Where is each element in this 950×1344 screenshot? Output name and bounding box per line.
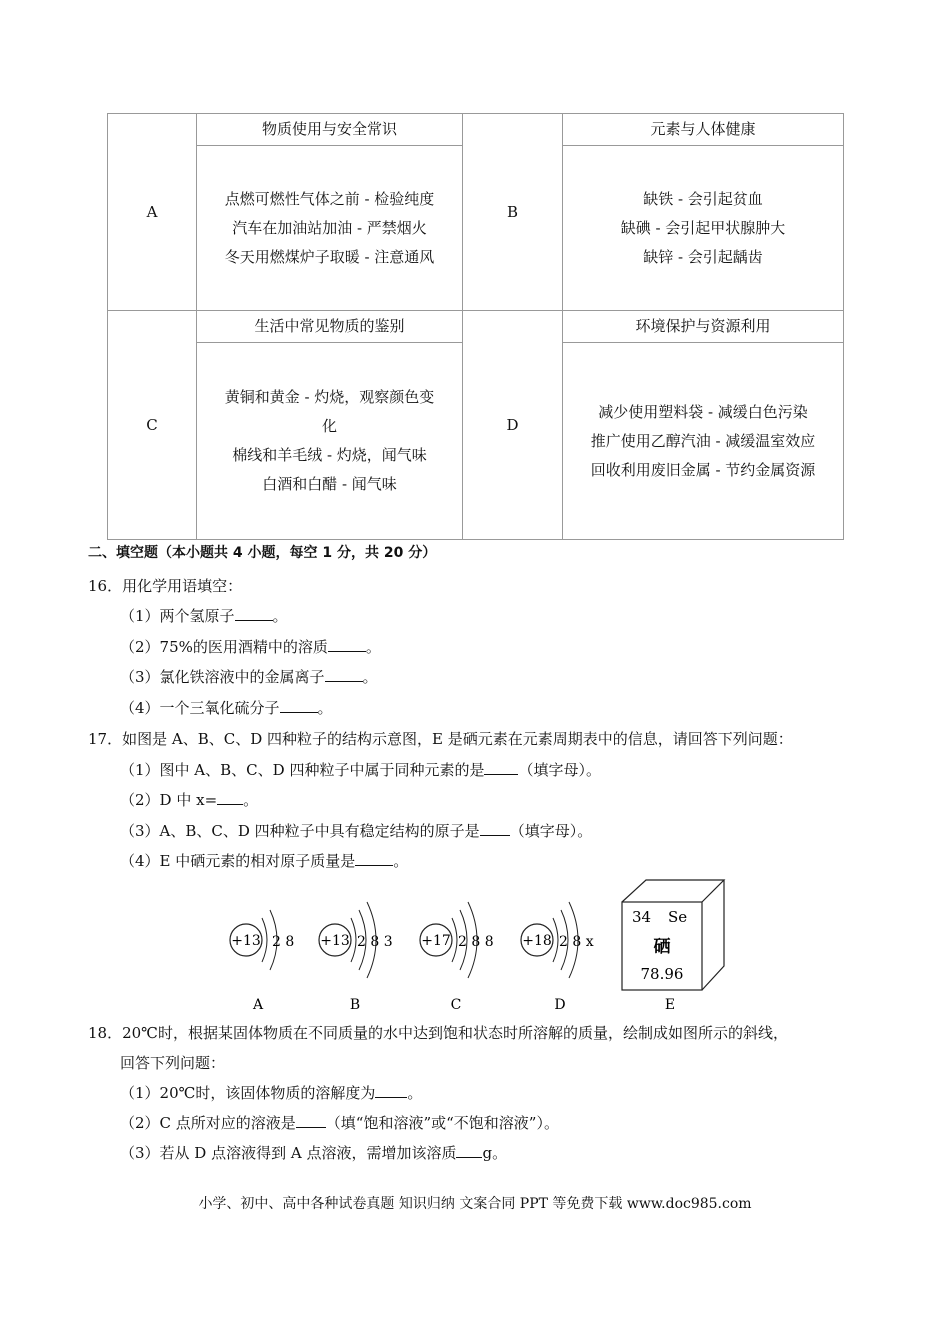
option-c-line: 黄铜和黄金 - 灼烧，观察颜色变 <box>224 388 435 406</box>
q16-item-2: （2）75%的医用酒精中的溶质 。 <box>120 638 381 656</box>
option-b-label: B <box>463 114 563 311</box>
svg-text:D: D <box>554 997 566 1013</box>
svg-text:+18: +18 <box>522 933 552 949</box>
atom-a-diagram <box>230 910 294 1013</box>
q17-item-3: （3）A、B、C、D 四种粒子中具有稳定结构的原子是 （填字母）。 <box>120 822 593 840</box>
svg-text:+13: +13 <box>231 933 261 949</box>
atom-structure-figure <box>220 876 730 1014</box>
q17-item-1: （1）图中 A、B、C、D 四种粒子中属于同种元素的是 （填字母）。 <box>120 761 601 779</box>
answer-blank[interactable] <box>484 760 518 775</box>
answer-blank[interactable] <box>355 851 393 866</box>
q16-item-1: （1）两个氢原子 。 <box>120 607 288 625</box>
q16-item-4: （4）一个三氧化硫分子 。 <box>120 699 333 717</box>
svg-text:C: C <box>450 997 462 1013</box>
option-b-content <box>563 146 844 311</box>
svg-text:34: 34 <box>632 908 652 926</box>
option-a-label: A <box>108 114 197 311</box>
option-d-header: 环境保护与资源利用 <box>563 311 844 343</box>
option-c-label: C <box>108 311 197 540</box>
option-a-line: 点燃可燃性气体之前 - 检验纯度 <box>224 189 435 208</box>
atom-d-diagram <box>521 902 594 1013</box>
q16-item-3: （3）氯化铁溶液中的金属离子 。 <box>120 668 378 686</box>
option-b-line: 缺铁 - 会引起贫血 <box>643 189 763 208</box>
option-b-line: 缺锌 - 会引起龋齿 <box>643 247 763 266</box>
q17-stem: 17．如图是 A、B、C、D 四种粒子的结构示意图，E 是硒元素在元素周期表中的信息，请回答下列问题： <box>88 730 793 748</box>
option-a-header: 物质使用与安全常识 <box>197 114 463 146</box>
selenium-element-card <box>622 880 724 1013</box>
section-heading: 二、填空题（本小题共 4 小题，每空 1 分，共 20 分） <box>88 545 437 561</box>
option-c-line: 白酒和白醋 - 闻气味 <box>262 475 397 493</box>
svg-text:Se: Se <box>668 908 688 926</box>
q18-item-3: （3）若从 D 点溶液得到 A 点溶液，需增加该溶质 g。 <box>120 1144 508 1162</box>
q16-stem: 16．用化学用语填空： <box>88 577 243 595</box>
atom-b-diagram <box>319 902 393 1013</box>
page-footer: 小学、初中、高中各种试卷真题 知识归纳 文案合同 PPT 等免费下载 www.doc985.com <box>198 1196 752 1212</box>
answer-blank[interactable] <box>217 790 243 805</box>
q18-stem: 18．20℃时，根据某固体物质在不同质量的水中达到饱和状态时所溶解的质量，绘制成如图所示的斜线， <box>88 1024 788 1042</box>
option-a-content <box>197 146 463 311</box>
svg-text:B: B <box>349 997 361 1013</box>
q18-stem-cont: 回答下列问题： <box>120 1054 226 1072</box>
option-b-line: 缺碘 - 会引起甲状腺肿大 <box>620 218 786 237</box>
option-c-header: 生活中常见物质的鉴别 <box>197 311 463 343</box>
svg-text:+17: +17 <box>421 933 451 949</box>
svg-text:2 8 8: 2 8 8 <box>458 934 494 950</box>
answer-blank[interactable] <box>325 667 363 682</box>
answer-blank[interactable] <box>280 698 318 713</box>
answer-blank[interactable] <box>456 1143 482 1158</box>
svg-text:2 8: 2 8 <box>272 934 295 950</box>
svg-text:E: E <box>664 997 676 1013</box>
answer-blank[interactable] <box>480 821 510 836</box>
option-b-header: 元素与人体健康 <box>563 114 844 146</box>
knowledge-table <box>107 113 844 540</box>
option-a-line: 汽车在加油站加油 - 严禁烟火 <box>232 218 427 237</box>
option-d-line: 推广使用乙醇汽油 - 减缓温室效应 <box>590 431 816 450</box>
atom-c-diagram <box>420 902 494 1013</box>
svg-text:硒: 硒 <box>653 937 671 957</box>
answer-blank[interactable] <box>296 1113 326 1128</box>
option-d-content <box>563 343 844 540</box>
q17-item-2: （2）D 中 x= 。 <box>120 791 259 809</box>
answer-blank[interactable] <box>375 1083 407 1098</box>
option-c-line: 棉线和羊毛绒 - 灼烧，闻气味 <box>232 446 427 464</box>
option-d-line: 减少使用塑料袋 - 减缓白色污染 <box>598 402 808 421</box>
q18-item-1: （1）20℃时，该固体物质的溶解度为 。 <box>120 1084 423 1102</box>
q18-item-2: （2）C 点所对应的溶液是 （填“饱和溶液”或“不饱和溶液”）。 <box>120 1114 559 1132</box>
option-d-line: 回收利用废旧金属 - 节约金属资源 <box>590 460 816 479</box>
option-c-content <box>197 343 463 540</box>
svg-text:2 8 x: 2 8 x <box>559 934 594 950</box>
option-c-line: 化 <box>321 417 337 435</box>
svg-text:78.96: 78.96 <box>640 965 684 983</box>
svg-text:A: A <box>252 997 264 1013</box>
svg-text:2 8 3: 2 8 3 <box>357 934 393 950</box>
q17-item-4: （4）E 中硒元素的相对原子质量是 。 <box>120 852 409 870</box>
answer-blank[interactable] <box>328 637 366 652</box>
svg-text:+13: +13 <box>320 933 350 949</box>
option-a-line: 冬天用燃煤炉子取暖 - 注意通风 <box>224 247 435 266</box>
option-d-label: D <box>463 311 563 540</box>
answer-blank[interactable] <box>235 606 273 621</box>
